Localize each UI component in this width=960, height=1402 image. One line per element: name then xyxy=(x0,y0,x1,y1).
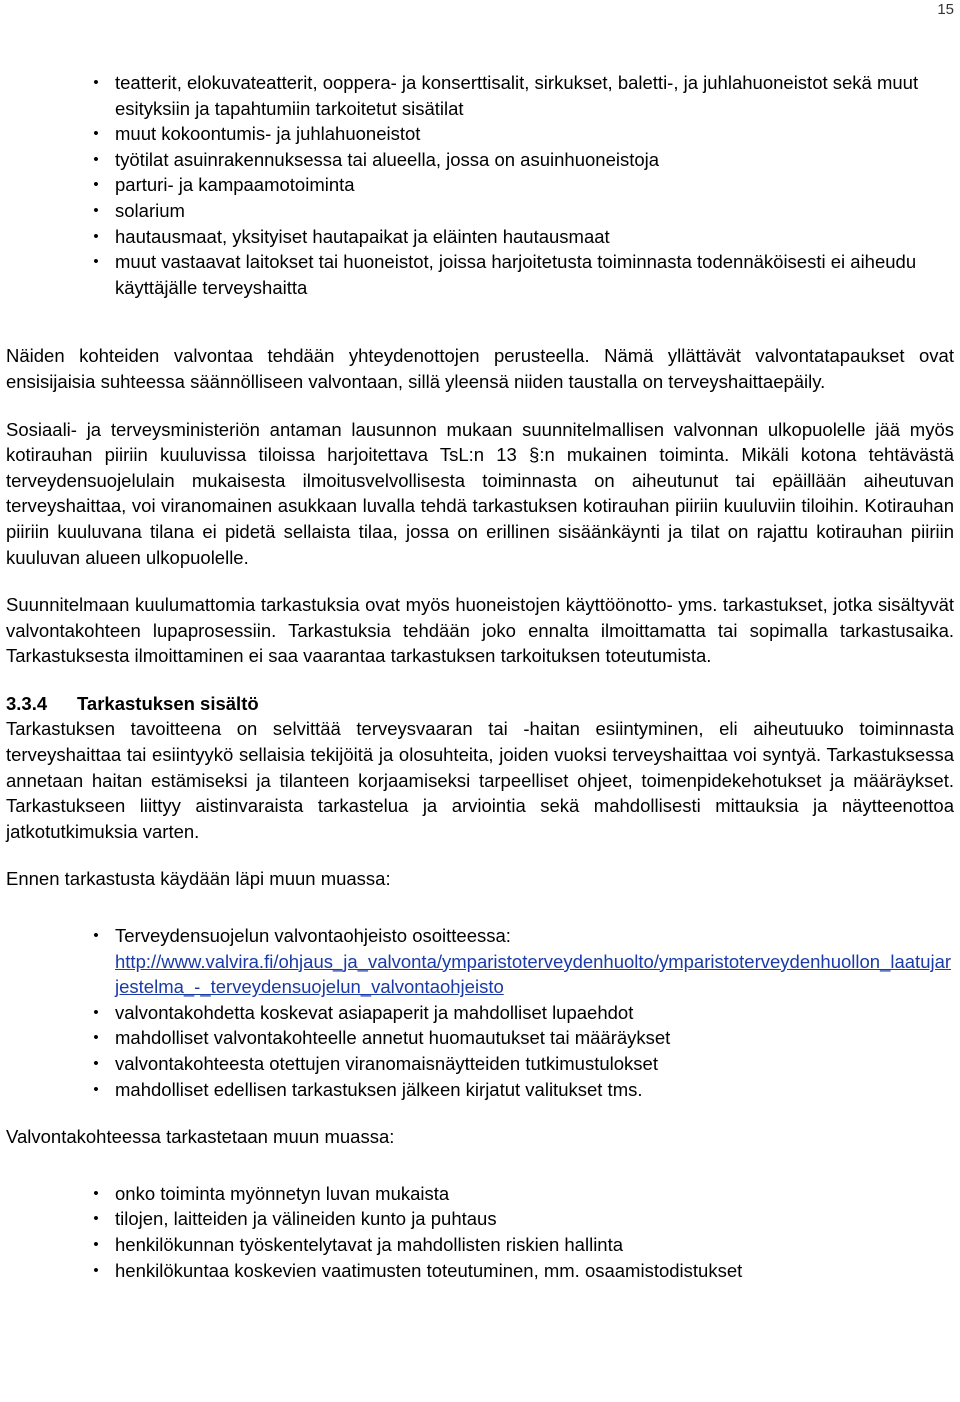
list-item-text: teatterit, elokuvateatterit, ooppera- ja konserttisalit, sirkukset, baletti-, ja juhlahuoneistot sekä muut esityksiin ja tapahtumiin tarkoitetut sisätilat xyxy=(115,72,919,119)
list-item-text: tilojen, laitteiden ja välineiden kunto ja puhtaus xyxy=(115,1208,497,1230)
list-item-text: parturi- ja kampaamotoiminta xyxy=(115,174,355,196)
list-premises xyxy=(6,70,954,300)
bullet-icon: • xyxy=(93,150,99,168)
bullet-icon: • xyxy=(93,176,99,194)
list-at-site xyxy=(6,1181,954,1283)
bullet-icon: • xyxy=(93,927,99,945)
list-item-text: valvontakohdetta koskevat asiapaperit ja mahdolliset lupaehdot xyxy=(115,1001,634,1023)
list-item-text: työtilat asuinrakennuksessa tai alueella, jossa on asuinhuoneistoja xyxy=(115,148,660,170)
section-heading xyxy=(6,691,954,717)
paragraph-monitoring-contacts: Näiden kohteiden valvontaa tehdään yhteydenottojen perusteella. Nämä yllättävät valvontatapaukset ovat ensisijaisia suhteessa säännölliseen valvontaan, sillä yleensä niiden taustalla on terveyshaittaepäily. xyxy=(6,345,954,392)
list-item xyxy=(6,121,954,147)
bullet-icon: • xyxy=(93,1235,99,1253)
paragraph-home-peace: Sosiaali- ja terveysministeriön antaman lausunnon mukaan suunnitelmallisen valvonnan ulkopuolelle jää myös kotirauhan piiriin kuuluvissa tiloissa harjoitettava TsL:n 13 §:n mukainen toiminta. Mikäli kotona tehtävästä terveydensuojelulain mukaisesta ilmoitusvelvollisesta toiminnasta on aiheutunut tai epäillään aiheutuvan terveyshaittaa, voi viranomainen asukkaan luvalla tehdä tarkastuksen kotirauhan piiriin kuuluviin tiloihin. Kotirauhan piiriin kuuluvana tilana ei pidetä sellaista tilaa, jossa on erillinen sisäänkäynti ja tilat on rajattu kotirauhan piiriin kuuluvan alueen ulkopuolelle. xyxy=(6,418,954,568)
list-item xyxy=(6,1051,954,1077)
paragraph-inspection-goal: Tarkastuksen tavoitteena on selvittää terveysvaaran tai -haitan esiintyminen, eli aiheutuuko toiminnasta terveyshaittaa tai esiintyykö sellaisia tekijöitä ja olosuhteita, joiden vuoksi terveyshaittaa voi syntyä. Tarkastuksessa annetaan haitan estämiseksi ja tilanteen korjaamiseksi tarpeelliset ohjeet, toimenpidekehotukset ja määräykset. Tarkastukseen liittyy aistinvaraista tarkastelua ja arviointia sekä mahdollisesti mittauksia ja näytteenottoa jatkotutkimuksia varten. xyxy=(6,718,954,842)
paragraph-unplanned-inspections: Suunnitelmaan kuulumattomia tarkastuksia ovat myös huoneistojen käyttöönotto- yms. tarkastukset, jotka sisältyvät valvontakohteen lupaprosessiin. Tarkastuksia tehdään joko ennalta ilmoittamatta tai sopimalla tarkastusaika. Tarkastuksesta ilmoittaminen ei saa vaarantaa tarkastuksen tarkoituksen toteutumista. xyxy=(6,594,954,667)
list-item xyxy=(6,147,954,173)
bullet-icon: • xyxy=(93,74,99,91)
list-item xyxy=(6,1258,954,1284)
list-item-text: valvontakohteesta otettujen viranomaisnäytteiden tutkimustulokset xyxy=(115,1053,658,1074)
section-title: Tarkastuksen sisältö xyxy=(77,692,259,714)
section-number: 3.3.4 xyxy=(6,692,48,714)
bullet-icon: • xyxy=(93,1029,99,1047)
list-item-text: mahdolliset edellisen tarkastuksen jälkeen kirjatut valitukset tms. xyxy=(115,1078,643,1100)
list-item-text: solarium xyxy=(115,199,185,221)
list-item-text: mahdolliset valvontakohteelle annetut huomautukset tai määräykset xyxy=(115,1027,671,1049)
list-item-text: Terveydensuojelun valvontaohjeisto osoitteessa: xyxy=(115,925,511,947)
list-item xyxy=(6,1232,954,1258)
valvira-link[interactable]: http://www.valvira.fi/ohjaus_ja_valvonta/ymparistoterveydenhuolto/ymparistoterveydenhuollon_laatujarjestelma_-_terveydensuojelun_valvontaohjeisto xyxy=(115,950,952,998)
bullet-icon: • xyxy=(93,1184,99,1202)
bullet-icon: • xyxy=(93,125,99,143)
paragraph-at-site: Valvontakohteessa tarkastetaan muun muassa: xyxy=(6,1126,395,1148)
list-item xyxy=(6,198,954,224)
list-item xyxy=(6,1206,954,1232)
bullet-icon: • xyxy=(93,201,99,219)
bullet-icon: • xyxy=(93,1080,99,1098)
list-item xyxy=(6,1025,954,1051)
bullet-icon: • xyxy=(93,227,99,245)
list-before-inspection xyxy=(6,923,954,1102)
list-item xyxy=(6,172,954,198)
list-item xyxy=(6,1181,954,1207)
list-item-text: hautausmaat, yksityiset hautapaikat ja eläinten hautausmaat xyxy=(115,225,610,247)
list-item xyxy=(6,923,954,1000)
list-item-text: muut kokoontumis- ja juhlahuoneistot xyxy=(115,123,421,145)
paragraph-before-inspection: Ennen tarkastusta käydään läpi muun muassa: xyxy=(6,868,391,890)
list-item-text: henkilökuntaa koskevien vaatimusten toteutuminen, mm. osaamistodistukset xyxy=(115,1259,743,1281)
bullet-icon: • xyxy=(93,253,99,271)
bullet-icon: • xyxy=(93,1003,99,1021)
bullet-icon: • xyxy=(93,1210,99,1228)
list-item xyxy=(6,224,954,250)
list-item xyxy=(6,70,954,121)
bullet-icon: • xyxy=(93,1261,99,1279)
page-number: 15 xyxy=(937,1,954,18)
list-item-text: henkilökunnan työskentelytavat ja mahdollisten riskien hallinta xyxy=(115,1233,624,1255)
list-item-text: onko toiminta myönnetyn luvan mukaista xyxy=(115,1182,450,1204)
list-item xyxy=(6,1077,954,1103)
list-item xyxy=(6,1000,954,1026)
bullet-icon: • xyxy=(93,1055,99,1072)
list-item-text: muut vastaavat laitokset tai huoneistot, joissa harjoitetusta toiminnasta todennäköisesti ei aiheudu käyttäjälle terveyshaitta xyxy=(115,251,917,298)
list-item xyxy=(6,249,954,300)
document-body xyxy=(6,70,954,1283)
